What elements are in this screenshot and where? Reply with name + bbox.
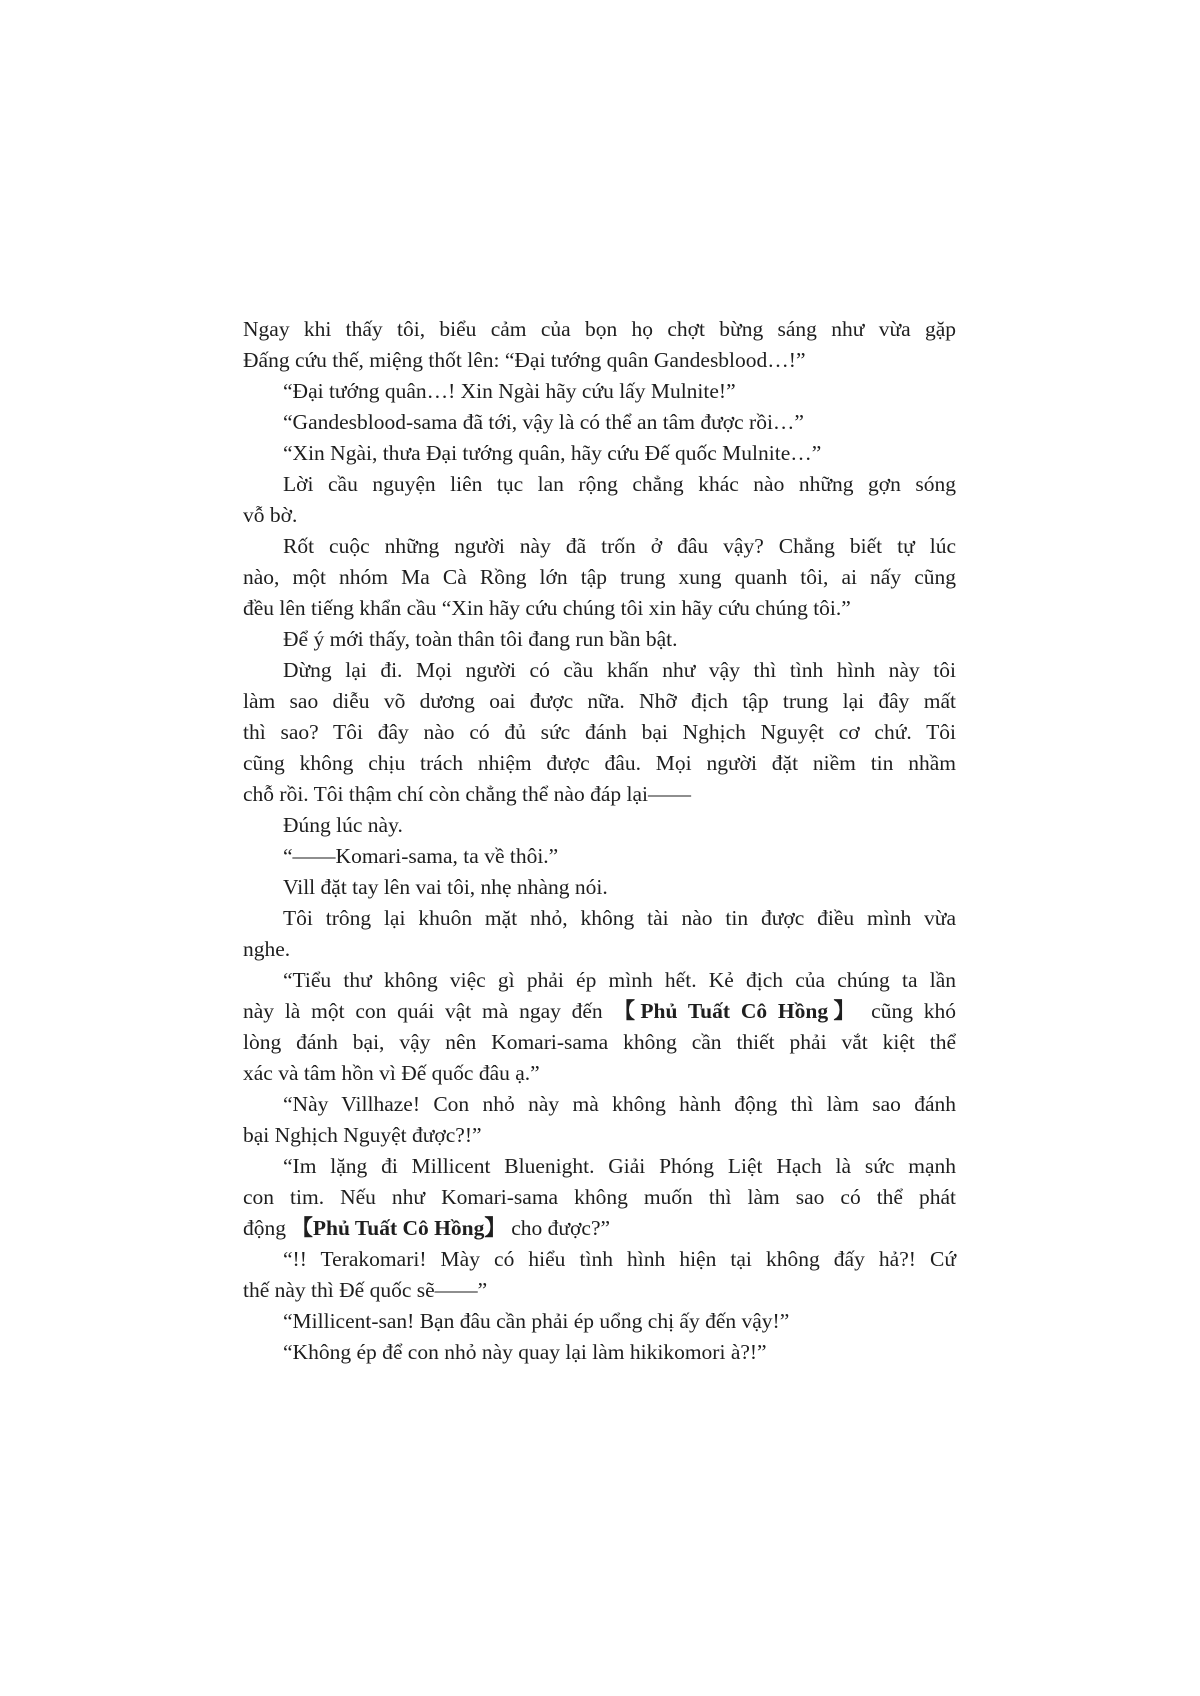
paragraph bbox=[243, 872, 956, 903]
text-segment: xác và tâm hồn vì Đế quốc đâu ạ.” bbox=[243, 1061, 540, 1085]
paragraph bbox=[243, 1244, 956, 1306]
text-segment: “Millicent-san! Bạn đâu cần phải ép uổng chị ấy đến vậy!” bbox=[283, 1309, 790, 1333]
text-line bbox=[243, 903, 956, 934]
text-segment: Vill đặt tay lên vai tôi, nhẹ nhàng nói. bbox=[283, 875, 608, 899]
text-line bbox=[243, 872, 956, 903]
text-line bbox=[243, 1306, 956, 1337]
text-segment: cũng khó bbox=[860, 999, 956, 1023]
paragraph bbox=[243, 407, 956, 438]
text-segment: “Im lặng đi Millicent Bluenight. Giải Phóng Liệt Hạch là sức mạnh bbox=[283, 1154, 956, 1178]
paragraph bbox=[243, 965, 956, 1089]
text-segment: Dừng lại đi. Mọi người có cầu khấn như vậy thì tình hình này tôi bbox=[283, 658, 956, 682]
text-segment: Rốt cuộc những người này đã trốn ở đâu vậy? Chẳng biết tự lúc bbox=[283, 534, 956, 558]
book-page-body bbox=[243, 314, 956, 1368]
text-segment: Lời cầu nguyện liên tục lan rộng chẳng khác nào những gợn sóng bbox=[283, 472, 956, 496]
text-line bbox=[243, 1089, 956, 1120]
text-line bbox=[243, 1182, 956, 1213]
text-line bbox=[243, 562, 956, 593]
text-line bbox=[243, 500, 956, 531]
paragraph bbox=[243, 1089, 956, 1151]
text-line bbox=[243, 376, 956, 407]
text-line bbox=[243, 686, 956, 717]
paragraph bbox=[243, 531, 956, 624]
text-segment: Tôi trông lại khuôn mặt nhỏ, không tài nào tin được điều mình vừa bbox=[283, 906, 956, 930]
text-line bbox=[243, 1337, 956, 1368]
paragraph bbox=[243, 624, 956, 655]
text-line bbox=[243, 934, 956, 965]
paragraph bbox=[243, 810, 956, 841]
text-line bbox=[243, 469, 956, 500]
paragraph bbox=[243, 1151, 956, 1244]
paragraph bbox=[243, 469, 956, 531]
text-segment: Để ý mới thấy, toàn thân tôi đang run bần bật. bbox=[283, 627, 678, 651]
paragraph bbox=[243, 655, 956, 810]
text-segment: thế này thì Đế quốc sẽ——” bbox=[243, 1278, 488, 1302]
text-segment: cho được?” bbox=[505, 1216, 611, 1240]
text-line bbox=[243, 1213, 956, 1244]
text-line bbox=[243, 1027, 956, 1058]
text-line bbox=[243, 407, 956, 438]
text-line bbox=[243, 779, 956, 810]
text-line bbox=[243, 314, 956, 345]
text-line bbox=[243, 531, 956, 562]
text-segment: làm sao diễu võ dương oai được nữa. Nhỡ địch tập trung lại đây mất bbox=[243, 689, 956, 713]
text-segment: bại Nghịch Nguyệt được?!” bbox=[243, 1123, 482, 1147]
text-segment: “Gandesblood-sama đã tới, vậy là có thể an tâm được rồi…” bbox=[283, 410, 804, 434]
text-segment: “Không ép để con nhỏ này quay lại làm hikikomori à?!” bbox=[283, 1340, 767, 1364]
text-segment: này là một con quái vật mà ngay đến bbox=[243, 999, 614, 1023]
text-line bbox=[243, 1244, 956, 1275]
paragraph bbox=[243, 376, 956, 407]
bold-term: 【Phủ Tuất Cô Hồng】 bbox=[291, 1216, 506, 1240]
text-line bbox=[243, 655, 956, 686]
text-segment: chỗ rồi. Tôi thậm chí còn chẳng thể nào đáp lại—— bbox=[243, 782, 691, 806]
text-line bbox=[243, 1151, 956, 1182]
text-segment: “!! Terakomari! Mày có hiểu tình hình hiện tại không đấy hả?! Cứ bbox=[283, 1247, 956, 1271]
text-segment: nghe. bbox=[243, 937, 291, 961]
text-line bbox=[243, 438, 956, 469]
text-segment: “Tiểu thư không việc gì phải ép mình hết. Kẻ địch của chúng ta lần bbox=[283, 968, 956, 992]
text-segment: Đúng lúc này. bbox=[283, 813, 403, 837]
text-line bbox=[243, 965, 956, 996]
paragraph bbox=[243, 903, 956, 965]
paragraph bbox=[243, 1306, 956, 1337]
paragraph bbox=[243, 1337, 956, 1368]
text-line bbox=[243, 841, 956, 872]
text-segment: Ngay khi thấy tôi, biểu cảm của bọn họ chợt bừng sáng như vừa gặp bbox=[243, 317, 956, 341]
text-segment: cũng không chịu trách nhiệm được đâu. Mọi người đặt niềm tin nhầm bbox=[243, 751, 956, 775]
text-segment: “Xin Ngài, thưa Đại tướng quân, hãy cứu Đế quốc Mulnite…” bbox=[283, 441, 822, 465]
text-line bbox=[243, 717, 956, 748]
text-line bbox=[243, 996, 956, 1027]
text-line bbox=[243, 1275, 956, 1306]
text-line bbox=[243, 810, 956, 841]
text-segment: “——Komari-sama, ta về thôi.” bbox=[283, 844, 559, 868]
text-segment: Đấng cứu thế, miệng thốt lên: “Đại tướng quân Gandesblood…!” bbox=[243, 348, 806, 372]
text-line bbox=[243, 1058, 956, 1089]
text-segment: động bbox=[243, 1216, 292, 1240]
text-segment: “Này Villhaze! Con nhỏ này mà không hành động thì làm sao đánh bbox=[283, 1092, 956, 1116]
paragraph bbox=[243, 314, 956, 376]
text-segment: “Đại tướng quân…! Xin Ngài hãy cứu lấy Mulnite!” bbox=[283, 379, 736, 403]
paragraph bbox=[243, 438, 956, 469]
text-segment: nào, một nhóm Ma Cà Rồng lớn tập trung xung quanh tôi, ai nấy cũng bbox=[243, 565, 956, 589]
text-line bbox=[243, 1120, 956, 1151]
text-segment: lòng đánh bại, vậy nên Komari-sama không cần thiết phải vắt kiệt thể bbox=[243, 1030, 956, 1054]
paragraph bbox=[243, 841, 956, 872]
text-line bbox=[243, 345, 956, 376]
text-segment: con tim. Nếu như Komari-sama không muốn thì làm sao có thể phát bbox=[243, 1185, 956, 1209]
text-segment: thì sao? Tôi đây nào có đủ sức đánh bại Nghịch Nguyệt cơ chứ. Tôi bbox=[243, 720, 956, 744]
text-segment: đều lên tiếng khẩn cầu “Xin hãy cứu chúng tôi xin hãy cứu chúng tôi.” bbox=[243, 596, 851, 620]
text-line bbox=[243, 624, 956, 655]
text-line bbox=[243, 748, 956, 779]
bold-term: 【Phủ Tuất Cô Hồng】 bbox=[613, 999, 861, 1023]
text-segment: vỗ bờ. bbox=[243, 503, 298, 527]
text-line bbox=[243, 593, 956, 624]
